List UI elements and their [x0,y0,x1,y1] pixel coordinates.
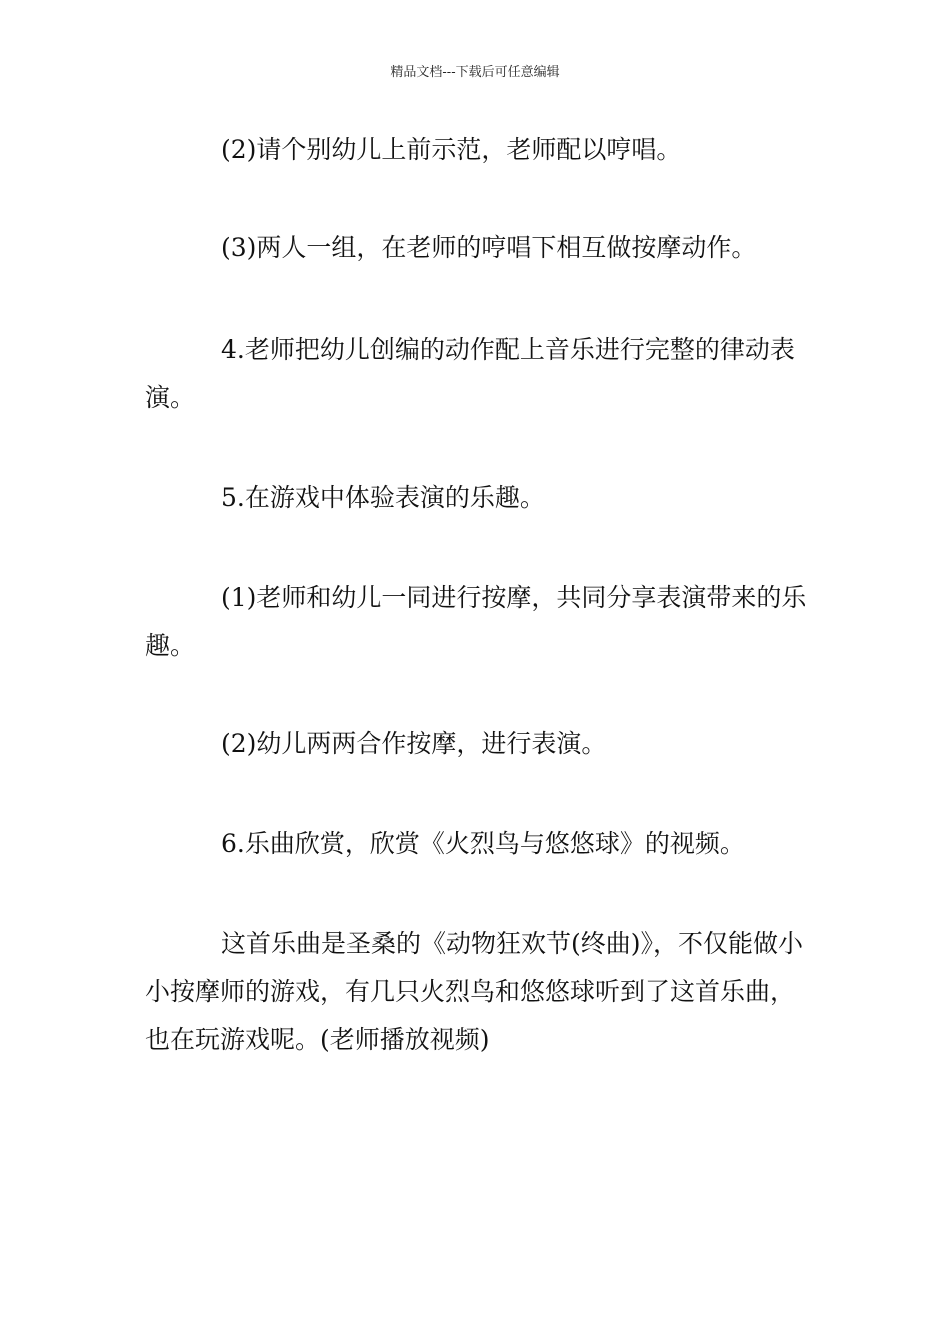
paragraph-step-6: 6.乐曲欣赏，欣赏《火烈鸟与悠悠球》的视频。 [221,829,745,858]
page-header: 精品文档---下载后可任意编辑 [390,65,560,80]
paragraph-step-2-2: (2)请个别幼儿上前示范，老师配以哼唱。 [221,135,682,164]
paragraph-step-5-2: (2)幼儿两两合作按摩，进行表演。 [221,729,607,758]
paragraph-step-5-1: (1)老师和幼儿一同进行按摩，共同分享表演带来的乐趣。 [145,583,807,660]
paragraph-step-2-3: (3)两人一组，在老师的哼唱下相互做按摩动作。 [221,233,757,262]
paragraph-step-5: 5.在游戏中体验表演的乐趣。 [221,483,545,512]
paragraph-step-4: 4.老师把幼儿创编的动作配上音乐进行完整的律动表演。 [145,335,795,412]
paragraph-music-intro: 这首乐曲是圣桑的《动物狂欢节(终曲)》，不仅能做小小按摩师的游戏，有几只火烈鸟和悠悠球听到了这首乐曲，也在玩游戏呢。(老师播放视频) [145,929,804,1054]
